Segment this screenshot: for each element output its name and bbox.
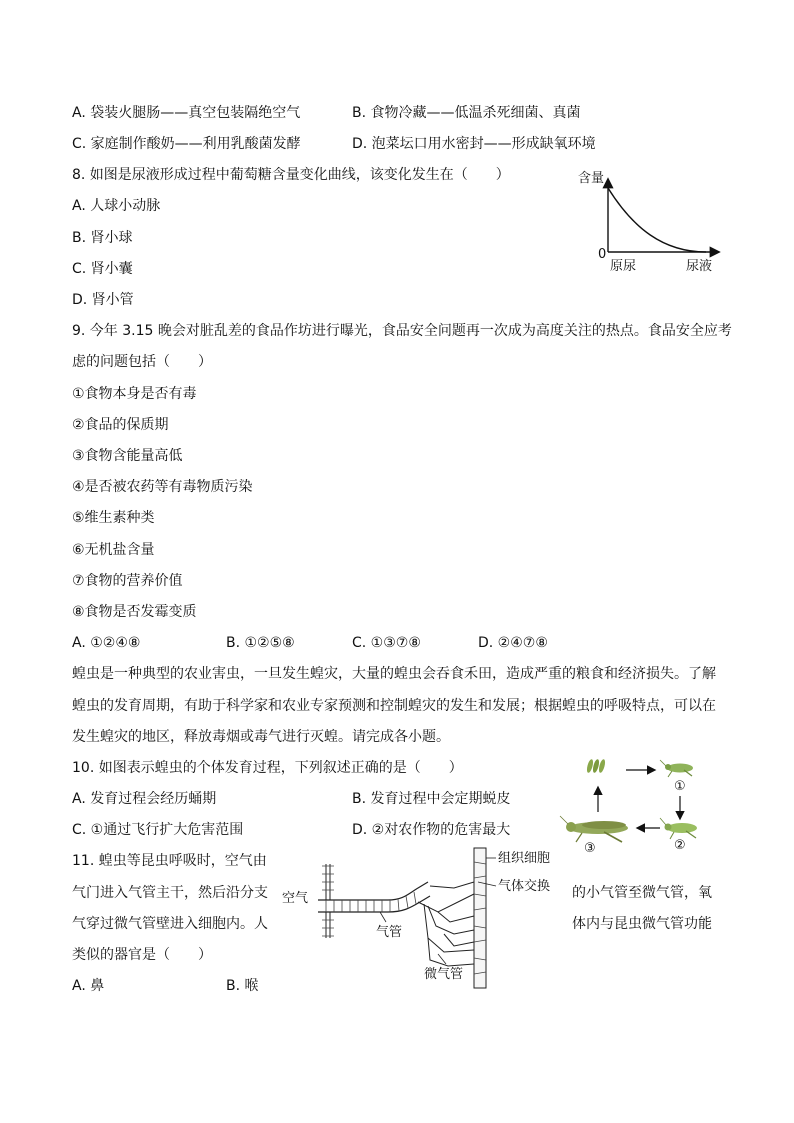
x-start-label: 原尿	[610, 259, 637, 274]
q8-option-d: D. 肾小管	[72, 292, 134, 308]
q11-line2-left: 气门进入气管主干，然后沿分支	[72, 885, 268, 901]
label-air: 空气	[282, 891, 309, 906]
q7-option-b: B. 食物冷藏——低温杀死细菌、真菌	[352, 105, 581, 121]
q11-line2-right: 的小气管至微气管，氧	[572, 885, 712, 901]
q9-stem-line1: 9. 今年 3.15 晚会对脏乱差的食品作坊进行曝光，食品安全问题再一次成为高度关注的热点。食品安全应考	[72, 323, 732, 339]
q10-stem: 10. 如图表示蝗虫的个体发育过程，下列叙述正确的是（ ）	[72, 760, 463, 776]
tissue-cells	[474, 848, 486, 988]
adult-locust	[560, 816, 628, 842]
q7-option-a: A. 袋装火腿肠——真空包装隔绝空气	[72, 105, 301, 121]
stage-3-label: ③	[584, 841, 596, 856]
q9-item-2: ②食品的保质期	[72, 417, 169, 433]
q9-option-d: D. ②④⑦⑧	[478, 635, 548, 651]
q8-stem: 8. 如图是尿液形成过程中葡萄糖含量变化曲线，该变化发生在（ ）	[72, 167, 510, 183]
trachea-tube	[318, 864, 430, 938]
q9-option-b: B. ①②⑤⑧	[226, 635, 295, 651]
q11-option-b: B. 喉	[226, 978, 259, 994]
q10-option-d: D. ②对农作物的危害最大	[352, 822, 511, 838]
glucose-curve-chart	[572, 164, 732, 276]
q8-option-c: C. 肾小囊	[72, 261, 133, 277]
q10-option-c: C. ①通过飞行扩大危害范围	[72, 822, 244, 838]
y-axis-label: 含量	[578, 171, 605, 186]
q8-option-b: B. 肾小球	[72, 230, 133, 246]
locust-eggs	[586, 759, 606, 774]
q8-option-a: A. 人球小动脉	[72, 198, 161, 214]
origin-label: 0	[598, 247, 607, 262]
glucose-curve	[608, 188, 706, 252]
passage-line-1: 蝗虫是一种典型的农业害虫，一旦发生蝗灾，大量的蝗虫会吞食禾田，造成严重的粮食和经济损失。了解	[72, 666, 716, 682]
nymph-1	[660, 760, 693, 777]
q11-line4: 类似的器官是（ ）	[72, 947, 212, 963]
q10-option-b: B. 发育过程中会定期蜕皮	[352, 791, 511, 807]
nymph-2	[660, 818, 697, 839]
label-trachea: 气管	[376, 925, 403, 940]
q9-item-4: ④是否被农药等有毒物质污染	[72, 479, 253, 495]
q10-option-a: A. 发育过程会经历蛹期	[72, 791, 217, 807]
q9-item-6: ⑥无机盐含量	[72, 542, 155, 558]
locust-lifecycle-diagram	[556, 748, 736, 856]
q9-item-5: ⑤维生素种类	[72, 510, 155, 526]
tracheole-branches	[418, 882, 474, 966]
stage-2-label: ②	[674, 838, 686, 853]
q9-item-7: ⑦食物的营养价值	[72, 573, 183, 589]
q9-stem-line2: 虑的问题包括（ ）	[72, 354, 212, 370]
label-microtrachea: 微气管	[424, 967, 464, 982]
stage-1-label: ①	[674, 779, 686, 794]
passage-line-2: 蝗虫的发育周期，有助于科学家和农业专家预测和控制蝗灾的发生和发展；根据蝗虫的呼吸特点，可以在	[72, 698, 716, 714]
trachea-diagram	[278, 842, 568, 992]
q11-line3-left: 气穿过微气管壁进入细胞内。人	[72, 916, 268, 932]
q9-item-8: ⑧食物是否发霉变质	[72, 604, 197, 620]
q11-line3-right: 体内与昆虫微气管功能	[572, 916, 712, 932]
q11-option-a: A. 鼻	[72, 978, 105, 994]
label-tissue-cells: 组织细胞	[498, 851, 551, 866]
q11-line1: 11. 蝗虫等昆虫呼吸时，空气由	[72, 853, 267, 869]
passage-line-3: 发生蝗灾的地区，释放毒烟或毒气进行灭蝗。请完成各小题。	[72, 729, 450, 745]
q7-option-d: D. 泡菜坛口用水密封——形成缺氧环境	[352, 136, 596, 152]
q9-item-1: ①食物本身是否有毒	[72, 386, 197, 402]
q9-item-3: ③食物含能量高低	[72, 448, 183, 464]
q9-option-a: A. ①②④⑧	[72, 635, 141, 651]
q9-option-c: C. ①③⑦⑧	[352, 635, 421, 651]
q7-option-c: C. 家庭制作酸奶——利用乳酸菌发酵	[72, 136, 301, 152]
label-gas-exchange: 气体交换	[498, 879, 551, 894]
x-end-label: 尿液	[686, 259, 713, 274]
